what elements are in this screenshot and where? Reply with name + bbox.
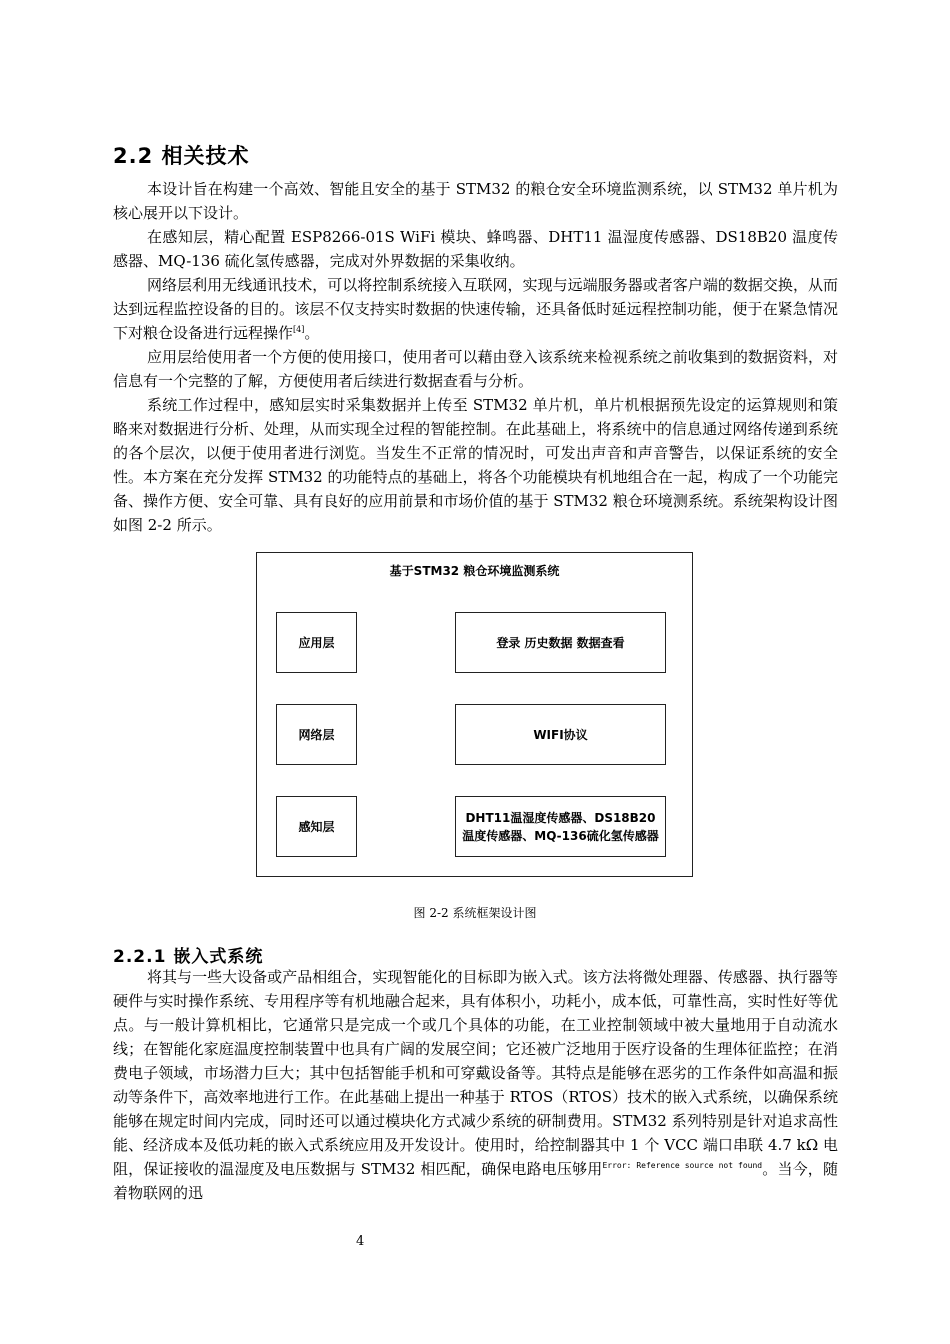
paragraph-network-text: 网络层利用无线通讯技术，可以将控制系统接入互联网，实现与远端服务器或者客户端的数据交换，从而达到远程监控设备的目的。该层不仅支持实时数据的快速传输，还具备低时延远程控制功能，便于在紧急情况下对粮仓设备进行远程操作	[113, 276, 838, 342]
layer-label-perception: 感知层	[276, 796, 357, 857]
section-body	[113, 177, 838, 537]
layer-content-perception: DHT11温湿度传感器、DS18B20温度传感器、MQ-136硫化氢传感器	[455, 796, 666, 857]
citation-ref[interactable]: [4]	[293, 325, 305, 334]
reference-error: Error: Reference source not found	[602, 1161, 763, 1170]
layer-label-application: 应用层	[276, 612, 357, 673]
layer-content-application: 登录 历史数据 数据查看	[455, 612, 666, 673]
section-heading: 2.2 相关技术	[113, 144, 250, 168]
architecture-diagram	[256, 552, 693, 877]
diagram-title: 基于STM32 粮仓环境监测系统	[389, 564, 560, 578]
layer-label-network: 网络层	[276, 704, 357, 765]
paragraph-embedded-system	[113, 965, 838, 1205]
paragraph-network-end: 。	[304, 324, 320, 342]
page-number: 4	[356, 1234, 365, 1249]
subsection-body	[113, 965, 838, 1205]
paragraph-perception-layer: 在感知层，精心配置 ESP8266-01S WiFi 模块、蜂鸣器、DHT11 温湿度传感器、DS18B20 温度传感器、MQ-136 硫化氢传感器，完成对外界数据的采集收纳。	[113, 228, 838, 270]
subsection-heading: 2.2.1 嵌入式系统	[113, 947, 264, 967]
paragraph-intro: 本设计旨在构建一个高效、智能且安全的基于 STM32 的粮仓安全环境监测系统，以 STM32 单片机为核心展开以下设计。	[113, 180, 838, 222]
paragraph-embedded-text: 将其与一些大设备或产品相组合，实现智能化的目标即为嵌入式。该方法将微处理器、传感器、执行器等硬件与实时操作系统、专用程序等有机地融合起来，具有体积小，功耗小，成本低，可靠性高，实时性好等优点。与一般计算机相比，它通常只是完成一个或几个具体的功能，在工业控制领域中被大量地用于自动流水线；在智能化家庭温度控制装置中也具有广阔的发展空间；它还被广泛地用于医疗设备的生理体征监控；在消费电子领域，市场潜力巨大；其中包括智能手机和可穿戴设备等。其特点是能够在恶劣的工作条件如高温和振动等条件下，高效率地进行工作。在此基础上提出一种基于 RTOS（RTOS）技术的嵌入式系统，以确保系统能够在规定时间内完成，同时还可以通过模块化方式减少系统的研制费用。STM32 系列特别是针对追求高性能、经济成本及低功耗的嵌入式系统应用及开发设计。使用时，给控制器其中 1 个 VCC 端口串联 4.7 kΩ 电阻，保证接收的温湿度及电压数据与 STM32 相匹配，确保电路电压够用	[113, 968, 838, 1178]
layer-content-network: WIFI协议	[455, 704, 666, 765]
paragraph-embedded-tail: 。当今，随着物联网的迅	[113, 1160, 838, 1202]
paragraph-application-layer: 应用层给使用者一个方便的使用接口，使用者可以藉由登入该系统来检视系统之前收集到的数据资料，对信息有一个完整的了解，方便使用者后续进行数据查看与分析。	[113, 348, 838, 390]
paragraph-network-layer	[113, 273, 838, 345]
figure-caption: 图 2-2 系统框架设计图	[413, 906, 537, 920]
paragraph-workflow: 系统工作过程中，感知层实时采集数据并上传至 STM32 单片机，单片机根据预先设定的运算规则和策略来对数据进行分析、处理，从而实现全过程的智能控制。在此基础上，将系统中的信息通过网络传递到系统的各个层次，以便于使用者进行浏览。当发生不正常的情况时，可发出声音和声音警告，以保证系统的安全性。本方案在充分发挥 STM32 的功能特点的基础上，将各个功能模块有机地组合在一起，构成了一个功能完备、操作方便、安全可靠、具有良好的应用前景和市场价值的基于 STM32 粮仓环境测系统。系统架构设计图如图 2-2 所示。	[113, 396, 838, 534]
